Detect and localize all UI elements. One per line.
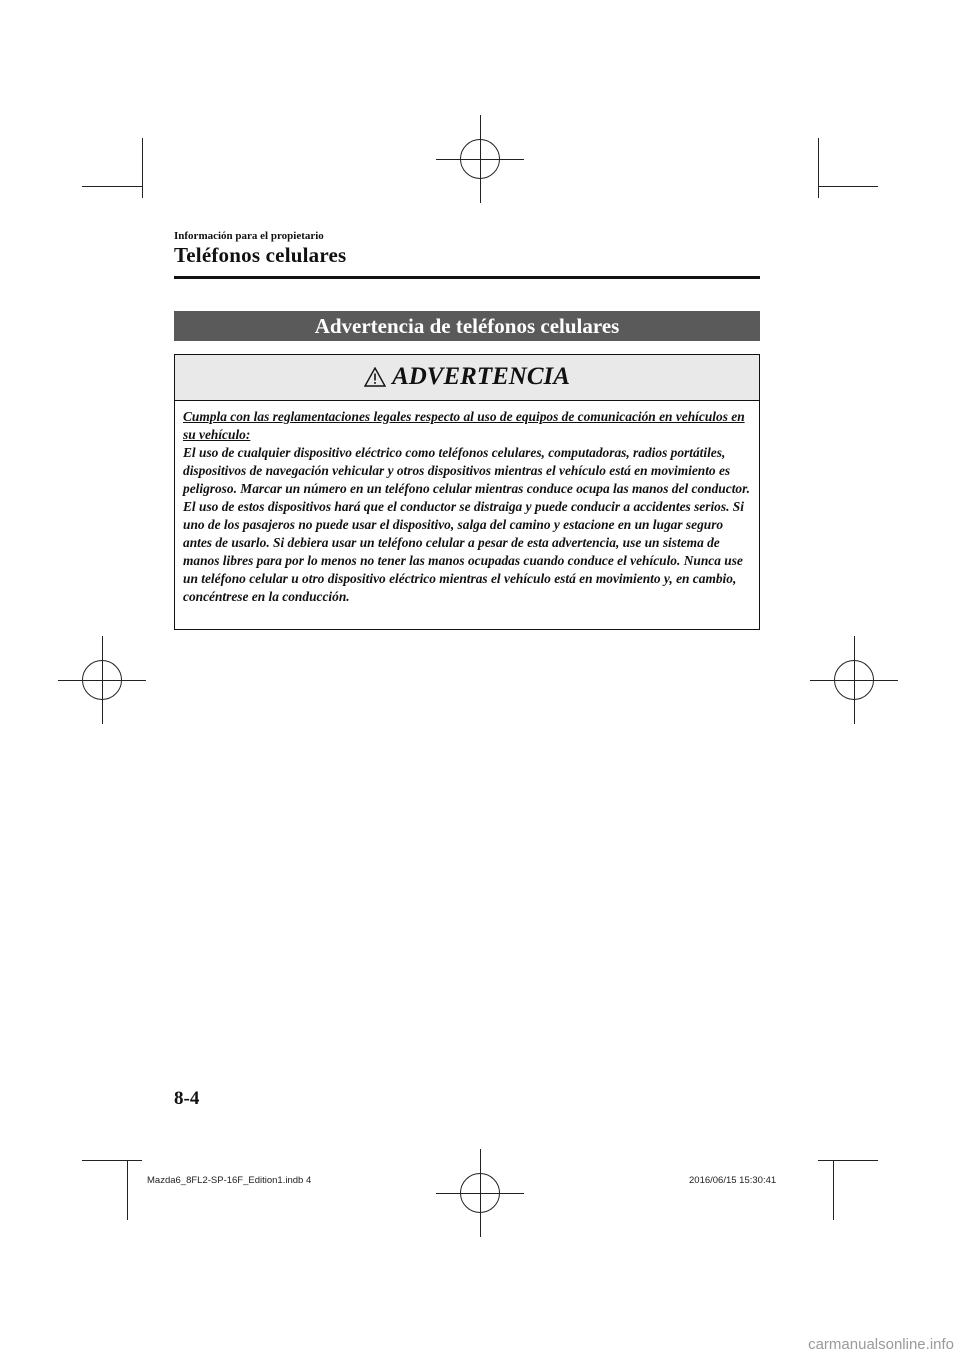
crop-mark (82, 1160, 142, 1161)
warning-box (174, 354, 760, 630)
registration-mark (436, 1149, 524, 1237)
title-divider (174, 276, 760, 279)
section-label: Información para el propietario (174, 230, 324, 242)
warning-triangle-icon (364, 367, 386, 387)
page-number: 8-4 (174, 1088, 200, 1109)
watermark: carmanualsonline.info (808, 1336, 954, 1353)
footer-timestamp: 2016/06/15 15:30:41 (689, 1175, 777, 1186)
registration-mark (58, 636, 146, 724)
registration-mark (436, 115, 524, 203)
crop-mark (127, 1160, 128, 1220)
warning-title (364, 363, 570, 391)
footer-file-name: Mazda6_8FL2-SP-16F_Edition1.indb 4 (147, 1175, 312, 1186)
warning-header (175, 355, 759, 401)
registration-mark (810, 636, 898, 724)
crop-mark (142, 138, 143, 198)
crop-mark (818, 1160, 878, 1161)
section-banner: Advertencia de teléfonos celulares (174, 311, 760, 341)
crop-mark (833, 1160, 834, 1220)
warning-body: El uso de cualquier dispositivo eléctrico como teléfonos celulares, computadoras, radios portátiles, dispositivos de navegación vehicular y otros dispositivos mientras el vehículo está en movimiento es peligroso. Marcar un número en un teléfono celular mientras conduce ocupa las manos del conductor. El uso de estos dispositivos hará que el conductor se distraiga y puede conducir a accidentes serios. Si uno de los pasajeros no puede usar el dispositivo, salga del camino y estacione en un lugar seguro antes de usarlo. Si debiera usar un teléfono celular a pesar de esta advertencia, use un sistema de manos libres para por lo menos no tener las manos ocupadas cuando conduce el vehículo. Nunca use un teléfono celular u otro dispositivo eléctrico mientras el vehículo está en movimiento y, en cambio, concéntrese en la conducción. (183, 445, 750, 604)
warning-text (183, 408, 755, 606)
page-title: Teléfonos celulares (174, 243, 347, 267)
crop-mark (818, 138, 819, 198)
warning-lead: Cumpla con las reglamentaciones legales respecto al uso de equipos de comunicación en vehículos en su vehículo: (183, 409, 745, 442)
crop-mark (818, 186, 878, 187)
crop-mark (82, 186, 142, 187)
warning-heading: ADVERTENCIA (392, 363, 570, 390)
